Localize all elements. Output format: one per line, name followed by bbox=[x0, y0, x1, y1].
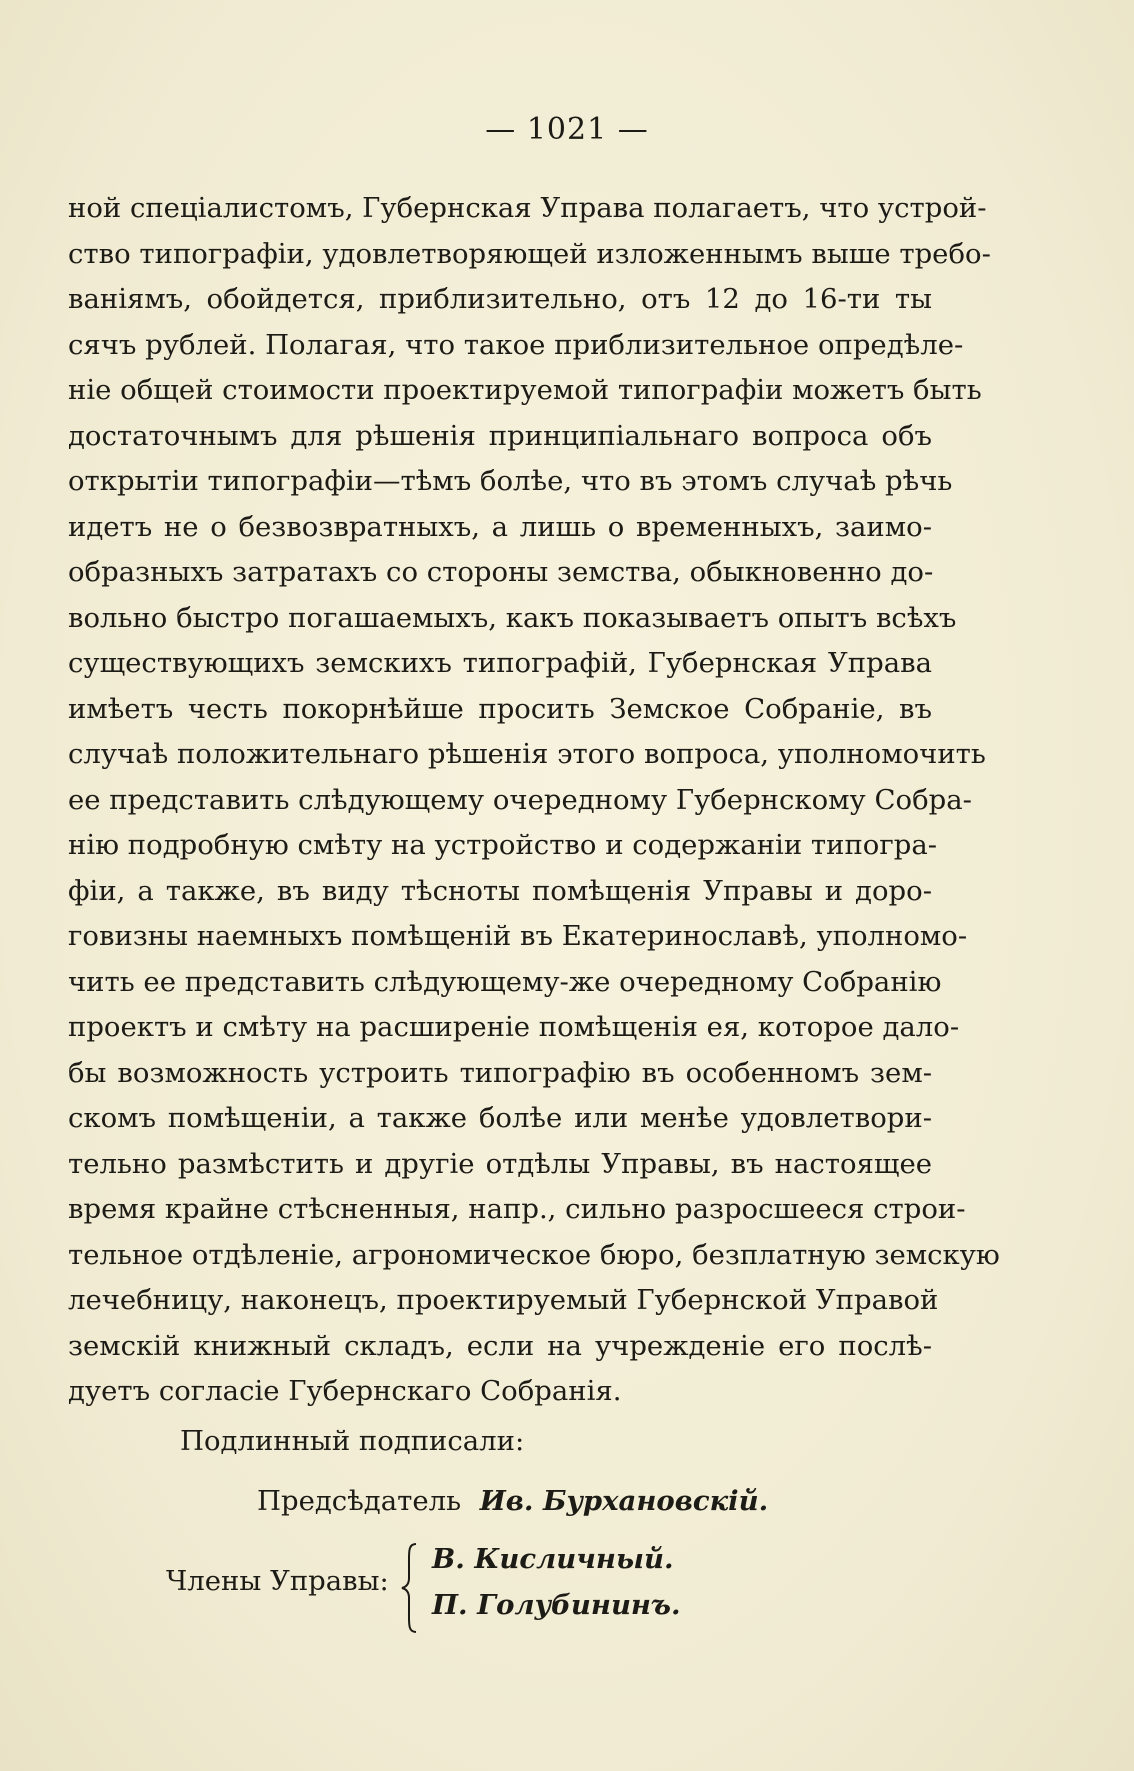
text-line: образныхъ затратахъ со стороны земства, обыкновенно до- bbox=[68, 556, 934, 588]
curly-brace-icon bbox=[400, 1542, 422, 1634]
text-line: время крайне стѣсненныя, напр., сильно разросшееся строи- bbox=[68, 1193, 966, 1225]
text-line: нію подробную смѣту на устройство и содержаніи типогра- bbox=[68, 829, 938, 861]
text-line: ее представить слѣдующему очередному Губернскому Собра- bbox=[68, 783, 972, 816]
text-line: ство типографіи, удовлетворяющей изложеннымъ выше требо- bbox=[68, 237, 991, 270]
chairman-title: Предсѣдатель bbox=[257, 1485, 462, 1517]
text-line: сячъ рублей. Полагая, что такое приблизительное опредѣле- bbox=[68, 328, 964, 361]
text-line: вольно быстро погашаемыхъ, какъ показываетъ опытъ всѣхъ bbox=[68, 601, 957, 634]
text-line: чить ее представить слѣдующему-же очередному Собранію bbox=[68, 965, 942, 998]
text-line: лечебницу, наконецъ, проектируемый Губернской Управой bbox=[68, 1284, 939, 1316]
chairman-signature bbox=[257, 1485, 768, 1517]
text-line: достаточнымъ для рѣшенія принципіальнаго вопроса объ bbox=[68, 419, 932, 452]
member-signature: В. Кисличный. bbox=[432, 1543, 674, 1575]
text-line: проектъ и смѣту на расширеніе помѣщенія ея, которое дало- bbox=[68, 1011, 960, 1043]
chairman-name: Ив. Бурхановскій. bbox=[479, 1485, 769, 1517]
text-line: идетъ не о безвозвратныхъ, а лишь о временныхъ, заимо- bbox=[68, 510, 932, 543]
text-line: тельно размѣстить и другіе отдѣлы Управы, въ настоящее bbox=[68, 1147, 932, 1180]
text-line-last: дуетъ согласіе Губернскаго Собранія. bbox=[68, 1375, 622, 1407]
body-text bbox=[68, 186, 1000, 1415]
text-line: скомъ помѣщеніи, а также болѣе или менѣе удовлетвори- bbox=[68, 1102, 932, 1134]
text-line: имѣетъ честь покорнѣйше просить Земское Собраніе, въ bbox=[68, 692, 932, 725]
page-number: — 1021 — bbox=[485, 112, 649, 147]
text-line: бы возможность устроить типографію въ особенномъ зем- bbox=[68, 1056, 932, 1089]
text-line: фіи, а также, въ виду тѣсноты помѣщенія Управы и доро- bbox=[68, 874, 932, 907]
text-line: случаѣ положительнаго рѣшенія этого вопроса, уполномочить bbox=[68, 738, 986, 770]
signatures-heading: Подлинный подписали: bbox=[180, 1425, 525, 1457]
text-line: тельное отдѣленіе, агрономическое бюро, безплатную земскую bbox=[68, 1238, 1000, 1271]
text-line: существующихъ земскихъ типографій, Губернская Управа bbox=[68, 647, 932, 679]
text-line: ніе общей стоимости проектируемой типографіи можетъ быть bbox=[68, 374, 982, 406]
text-line: земскій книжный складъ, если на учрежденіе его послѣ- bbox=[68, 1329, 932, 1362]
members-label: Члены Управы: bbox=[166, 1565, 389, 1597]
member-signature: П. Голубининъ. bbox=[432, 1589, 681, 1621]
text-line: ной спеціалистомъ, Губернская Управа полагаетъ, что устрой- bbox=[68, 192, 987, 224]
text-line: говизны наемныхъ помѣщеній въ Екатеринославѣ, уполномо- bbox=[68, 920, 968, 952]
text-line: открытіи типографіи—тѣмъ болѣе, что въ этомъ случаѣ рѣчь bbox=[68, 465, 953, 497]
text-line: ваніямъ, обойдется, приблизительно, отъ 12 до 16-ти ты bbox=[68, 283, 932, 315]
